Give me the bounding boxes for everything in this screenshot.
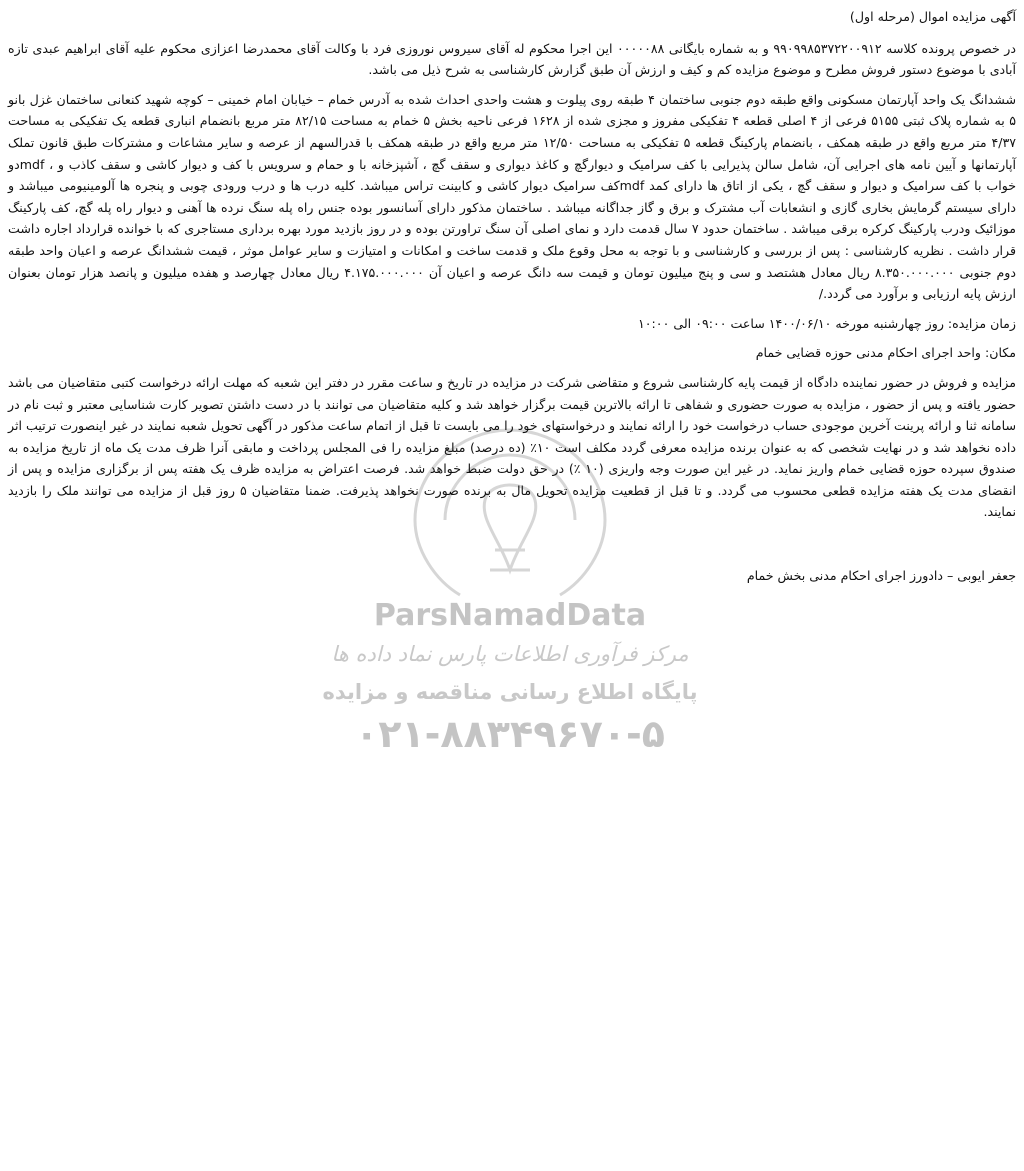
watermark-line-2: پایگاه اطلاع رسانی مناقصه و مزایده: [322, 680, 698, 704]
property-description: ششدانگ یک واحد آپارتمان مسکونی واقع طبقه دوم جنوبی ساختمان ۴ طبقه روی پیلوت و هشت واحدی احداث شده به آدرس خمام – خیابان امام خمینی – کوچه شهید کنعانی ساختمان غزل بانو ۵ به شماره پلاک ثبتی ۵۱۵۵ فرعی از ۴ اصلی قطعه ۴ تفکیکی مفروز و مجزی شده از ۱۶۲۸ فرعی ناحیه بخش ۵ خمام به مساحت ۸۲/۱۵ متر مربع بانضمام انباری قطعه یک تفکیکی به مساحت ۴/۳۷ متر مربع واقع در طبقه همکف ، بانضمام پارکینگ قطعه ۵ تفکیکی به مساحت ۱۲/۵۰ متر مربع واقع در طبقه همکف با قدرالسهم از عرصه و سایر مشاعات و مشترکات طبق قانون تملک آپارتمانها و آیین نامه های اجرایی آن، شامل سالن پذیرایی با کف سرامیک و دیوارگچ و کاغذ دیواری و سقف گچ ، آشپزخانه با و حمام و سرویس با کف و دیوار کاشی و سقف کاذب و ، mdfدو خواب با کف سرامیک و دیوار و سقف گچ ، یکی از اتاق ها دارای کمد mdfکف سرامیک دیوار کاشی و کابینت تراس میباشد. کلیه درب ها و درب ورودی چوبی و پنجره ها آلومینیومی میباشد و دارای سیستم گرمایش بخاری گازی و انشعابات آب مشترک و برق و گاز جداگانه میباشد . ساختمان مذکور دارای آسانسور بوده جنس راه پله سنگ نرده ها آهنی و دیوار راه پله گچ، کف پارکینگ موزائیک ودرب پارکینگ کرکره برقی میباشد . ساختمان حدود ۷ سال قدمت دارد و نمای اصلی آن سنگ تراورتن بوده و در روز بازدید مورد بهره برداری مستاجری که با خوانده قرارداد اجاره داشت قرار داشت . نظریه کارشناسی : پس از بررسی و کارشناسی و با توجه به محل وقوع ملک و قدمت ساخت و امکانات و امتیازت و سایر عوامل موثر ، قیمت ششدانگ عرصه و اعیان واحد طبقه دوم جنوبی ۸.۳۵۰.۰۰۰.۰۰۰ ریال معادل هشتصد و سی و پنج میلیون تومان و قیمت سه دانگ عرصه و اعیان آن ۴.۱۷۵.۰۰۰.۰۰۰ ریال معادل چهارصد و هفده میلیون و پانصد هزار تومان بعنوان ارزش پایه ارزیابی و برآورد می گردد./: [8, 91, 1017, 302]
notice-title: آگهی مزایده اموال (مرحله اول): [849, 9, 1016, 24]
auction-time: زمان مزایده: روز چهارشنبه مورخه ۱۴۰۰/۰۶/۱۰ ساعت ۰۹:۰۰ الی ۱۰:۰۰: [638, 315, 1016, 331]
notice-intro: در خصوص پرونده کلاسه ۹۹۰۹۹۸۵۳۷۲۲۰۰۹۱۲ و به شماره بایگانی ۰۰۰۰۰۸۸ این اجرا محکوم له آقای سیروس نوروزی فرد با وکالت آقای محمدرضا اعزازی محکوم علیه آقای ابراهیم عبدی تازه آبادی با موضوع دستور فروش مطرح و موضوع مزایده کم و کیف و ارزش آن طبق گزارش کارشناسی به شرح ذیل می باشد.: [8, 40, 1016, 78]
auction-place: مکان: واحد اجرای احکام مدنی حوزه قضایی خمام: [755, 345, 1016, 361]
signature: جعفر ایوبی – دادورز اجرای احکام مدنی بخش خمام: [746, 568, 1016, 584]
watermark-phone: ۰۲۱-۸۸۳۴۹۶۷۰-۵: [355, 712, 665, 756]
watermark-line-1: مرکز فرآوری اطلاعات پارس نماد داده ها: [331, 642, 689, 666]
watermark-brand: ParsNamadData: [373, 598, 647, 633]
auction-terms: مزایده و فروش در حضور نماینده دادگاه از قیمت پایه کارشناسی شروع و متقاضی شرکت در مزایده در تاریخ و ساعت مقرر در دفتر این شعبه که مهلت ارائه درخواست کتبی متقاضیان می باشد حضور یافته و پس از حضور ، مزایده به صورت حضوری و شفاهی تا ارائه بالاترین قیمت برگزار خواهد شد و کلیه متقاضیان می توانند با در دست داشتن تصویر کارت شناسایی معتبر و ثبت نام در سامانه ثنا و ارائه پرینت آخرین موجودی حساب درخواست خود را ارائه نمایند و درخواستهای خود را می بایست تا قبل از اتمام ساعت مذکور در آگهی تحویل شعبه نمایند در غیر اینصورت ترتیب اثر داده نخواهد شد و در نهایت شخصی که به عنوان برنده مزایده معرفی گردد مکلف است ۱۰٪ (ده درصد) مبلغ مزایده را فی المجلس پرداخت و مابقی آنرا ظرف مدت یک ماه از تاریخ مزایده به صندوق سپرده حوزه قضایی خمام واریز نماید. در غیر این صورت وجه واریزی (۱۰ ٪) در حق دولت ضبط خواهد شد. فرصت اعتراض به مزایده ظرف یک هفته پس از برگزاری مزایده و پس از انقضای مدت یک هفته مزایده قطعی محسوب می گردد. و تا قبل از قطعیت مزایده تحویل مال به برنده صورت نخواهد پذیرفت. ضمنا متقاضیان ۵ روز قبل از مزایده می توانند ملک را بازدید نمایند.: [8, 374, 1017, 520]
auction-notice: [8, 6, 1016, 587]
